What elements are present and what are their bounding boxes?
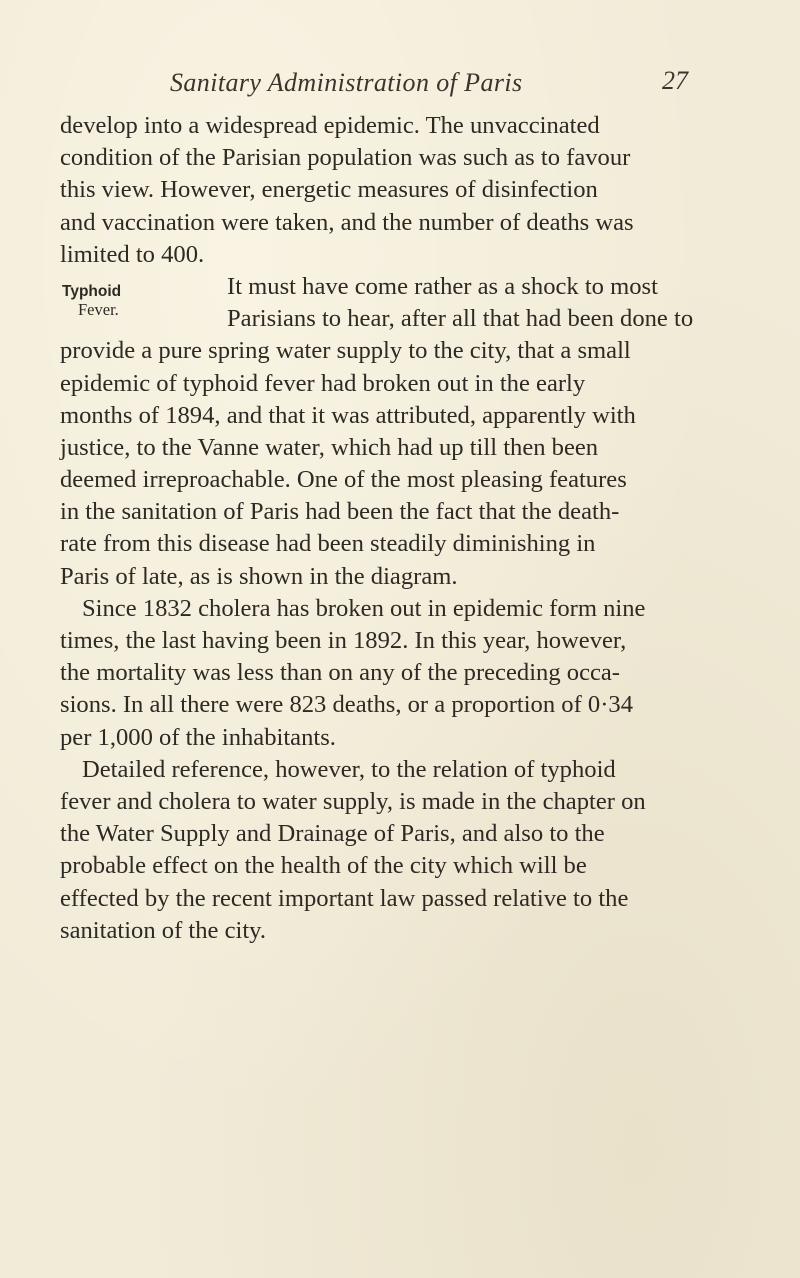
text-line: rate from this disease had been steadily diminishing in xyxy=(60,530,596,558)
text-line: develop into a widespread epidemic. The unvaccinated xyxy=(60,112,600,139)
running-head-title: Sanitary Administration of Paris xyxy=(170,68,523,97)
text-line: sions. In all there were 823 deaths, or a proportion of 0·34 xyxy=(60,691,634,719)
marginal-note-line: Typhoid xyxy=(62,283,122,300)
text-line: Since 1832 cholera has broken out in epidemic form nine xyxy=(82,594,646,622)
text-line: limited to 400. xyxy=(60,240,205,268)
text-line: times, the last having been in 1892. In this year, however, xyxy=(60,627,627,654)
text-line: in the sanitation of Paris had been the fact that the death- xyxy=(60,498,620,526)
text-line: the Water Supply and Drainage of Paris, and also to the xyxy=(60,820,605,848)
text-line: sanitation of the city. xyxy=(60,916,267,944)
text-line: probable effect on the health of the city which will be xyxy=(60,852,587,880)
text-line: epidemic of typhoid fever had broken out in the early xyxy=(60,369,586,397)
body-text xyxy=(60,110,750,947)
text-line: justice, to the Vanne water, which had up till then been xyxy=(60,433,599,461)
text-line: deemed irreproachable. One of the most pleasing features xyxy=(60,466,627,494)
text-line: condition of the Parisian population was such as to favour xyxy=(60,144,631,172)
text-line: per 1,000 of the inhabitants. xyxy=(60,723,336,751)
text-line: provide a pure spring water supply to the city, that a small xyxy=(60,337,631,365)
text-line: It must have come rather as a shock to most xyxy=(227,272,658,300)
text-line: and vaccination were taken, and the number of deaths was xyxy=(60,208,634,236)
text-line: effected by the recent important law passed relative to the xyxy=(60,884,629,912)
text-line: Parisians to hear, after all that had been done to xyxy=(227,305,694,333)
text-line: fever and cholera to water supply, is made in the chapter on xyxy=(60,787,646,815)
page-number: 27 xyxy=(662,66,688,95)
text-line: Detailed reference, however, to the relation of typhoid xyxy=(82,755,616,783)
text-line: the mortality was less than on any of the preceding occa- xyxy=(60,659,621,687)
text-line: this view. However, energetic measures of disinfection xyxy=(60,176,598,204)
text-line: Paris of late, as is shown in the diagram. xyxy=(60,562,458,590)
marginal-note-line: Fever. xyxy=(78,300,119,319)
text-line: months of 1894, and that it was attributed, apparently with xyxy=(60,401,636,429)
